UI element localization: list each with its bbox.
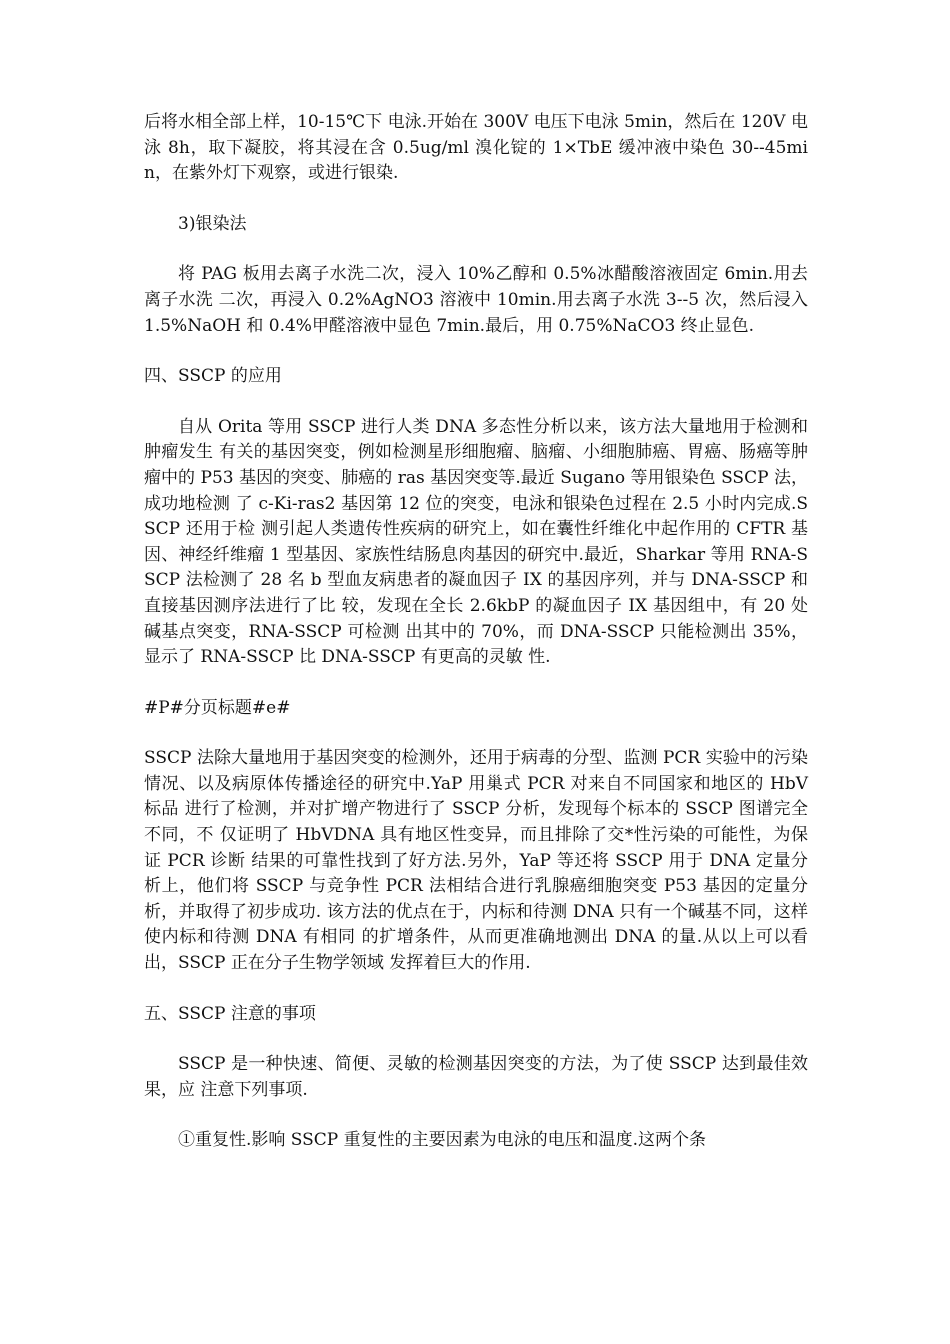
- heading-sscp-applications: 四、SSCP 的应用: [144, 366, 282, 387]
- paragraph-sscp-applications: 自从 Orita 等用 SSCP 进行人类 DNA 多态性分析以来，该方法大量地用于检测和肿瘤发生 有关的基因突变，例如检测星形细胞瘤、脑瘤、小细胞肺癌、胃癌、肠癌等肿瘤中的 P53 基因的突变、肺癌的 ras 基因突变等.最近 Sugano 等用银染色 SSCP 法，成功地检测 了 c-Ki-ras2 基因第 12 位的突变，电泳和银染色过程在 2.5 小时内完成.SSCP 还用于检 测引起人类遗传性疾病的研究上，如在囊性纤维化中起作用的 CFTR 基因、神经纤维瘤 1 型基因、家族性结肠息肉基因的研究中.最近，Sharkar 等用 RNA-SSCP 法检测了 28 名 b 型血友病患者的凝血因子 IX 的基因序列，并与 DNA-SSCP 和直接基因测序法进行了比 较，发现在全长 2.6kbP 的凝血因子 IX 基因组中，有 20 处碱基点突变，RNA-SSCP 可检测 出其中的 70%，而 DNA-SSCP 只能检测出 35%，显示了 RNA-SSCP 比 DNA-SSCP 有更高的灵敏 性.: [144, 416, 808, 668]
- paragraph-electrophoresis: 后将水相全部上样，10-15℃下 电泳.开始在 300V 电压下电泳 5min，然后在 120V 电泳 8h，取下凝胶，将其浸在含 0.5ug/ml 溴化锭的 1×TbE 缓冲液中染色 30--45min，在紫外灯下观察，或进行银染.: [144, 112, 808, 184]
- document-body: [144, 110, 808, 1179]
- paragraph-sscp-notes-intro: SSCP 是一种快速、简便、灵敏的检测基因突变的方法，为了使 SSCP 达到最佳效果，应 注意下列事项.: [144, 1054, 808, 1100]
- heading-silver-staining: 3)银染法: [178, 213, 247, 234]
- paragraph-reproducibility: ①重复性.影响 SSCP 重复性的主要因素为电泳的电压和温度.这两个条: [178, 1130, 707, 1151]
- paragraph-sscp-virus-typing: SSCP 法除大量地用于基因突变的检测外，还用于病毒的分型、监测 PCR 实验中的污染 情况、以及病原体传播途径的研究中.YaP 用巢式 PCR 对来自不同国家和地区的 HbV 标品 进行了检测，并对扩增产物进行了 SSCP 分析，发现每个标本的 SSCP 图谱完全不同，不 仅证明了 HbVDNA 具有地区性变异，而且排除了交*性污染的可能性，为保证 PCR 诊断 结果的可靠性找到了好方法.另外，YaP 等还将 SSCP 用于 DNA 定量分析上，他们将 SSCP 与竞争性 PCR 法相结合进行乳腺癌细胞突变 P53 基因的定量分析，并取得了初步成功. 该方法的优点在于，内标和待测 DNA 只有一个碱基不同，这样使内标和待测 DNA 有相同 的扩增条件，从而更准确地测出 DNA 的量.从以上可以看出，SSCP 正在分子生物学领域 发挥着巨大的作用.: [144, 748, 808, 974]
- heading-sscp-notes: 五、SSCP 注意的事项: [144, 1003, 316, 1024]
- paragraph-silver-staining: 将 PAG 板用去离子水洗二次，浸入 10%乙醇和 0.5%冰醋酸溶液固定 6min.用去离子水洗 二次，再浸入 0.2%AgNO3 溶液中 10min.用去离子水洗 3--5 次，然后浸入 1.5%NaOH 和 0.4%甲醛溶液中显色 7min.最后，用 0.75%NaCO3 终止显色.: [144, 264, 808, 336]
- page-break-title: #P#分页标题#e#: [144, 697, 291, 718]
